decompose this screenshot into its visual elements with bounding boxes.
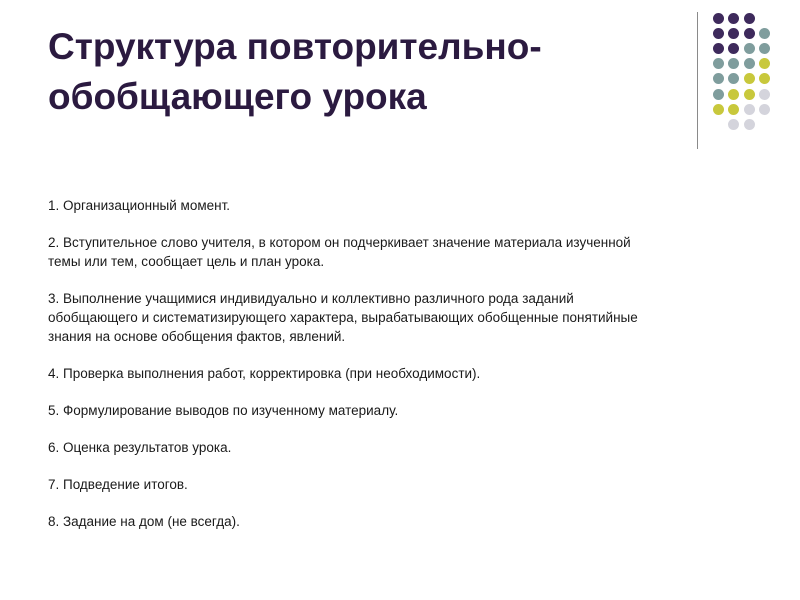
decorative-dot (744, 43, 755, 54)
list-item-7 (48, 475, 748, 494)
decorative-dot (744, 13, 755, 24)
decorative-dot (759, 28, 770, 39)
decorative-dot-grid (0, 0, 800, 160)
decorative-dot (728, 89, 739, 100)
decorative-dot (713, 58, 724, 69)
list-item-text: знания на основе обобщения фактов, явлений. (48, 329, 346, 344)
decorative-dot (744, 119, 755, 130)
list-item-text: обобщающего и систематизирующего характера, вырабатывающих обобщенные понятийные (48, 310, 638, 325)
decorative-dot (744, 104, 755, 115)
list-item-4 (48, 364, 748, 383)
decorative-dot (713, 13, 724, 24)
list-item-5 (48, 401, 748, 420)
list-item-8 (48, 512, 748, 531)
list-item-text: 1. Организационный момент. (48, 198, 231, 213)
decorative-dot (744, 58, 755, 69)
decorative-dot (728, 13, 739, 24)
lesson-structure-list (48, 196, 748, 549)
decorative-dot (728, 104, 739, 115)
decorative-dot (713, 28, 724, 39)
decorative-dot (744, 89, 755, 100)
decorative-dot (713, 104, 724, 115)
decorative-dot (759, 43, 770, 54)
decorative-dot (713, 43, 724, 54)
list-item-text: 4. Проверка выполнения работ, корректировка (при необходимости). (48, 366, 481, 381)
slide-title-line-1: Структура повторительно- (48, 26, 542, 67)
decorative-dot (728, 28, 739, 39)
decorative-dot (759, 104, 770, 115)
decorative-dot (713, 73, 724, 84)
decorative-dot (759, 73, 770, 84)
decorative-dot (713, 89, 724, 100)
list-item-text: 8. Задание на дом (не всегда). (48, 514, 240, 529)
list-item-6 (48, 438, 748, 457)
decorative-dot (759, 89, 770, 100)
list-item-1 (48, 196, 748, 215)
decorative-dot (744, 73, 755, 84)
decorative-dot (728, 119, 739, 130)
decorative-dot (744, 28, 755, 39)
list-item-text: 3. Выполнение учащимися индивидуально и коллективно различного рода заданий (48, 291, 574, 306)
list-item-text: 2. Вступительное слово учителя, в котором он подчеркивает значение материала изученной (48, 235, 631, 250)
decorative-dot (728, 43, 739, 54)
list-item-text: 5. Формулирование выводов по изученному материалу. (48, 403, 399, 418)
list-item-2 (48, 233, 748, 271)
list-item-text: темы или тем, сообщает цель и план урока. (48, 254, 325, 269)
list-item-text: 6. Оценка результатов урока. (48, 440, 232, 455)
decorative-dot (759, 58, 770, 69)
list-item-text: 7. Подведение итогов. (48, 477, 188, 492)
list-item-3 (48, 289, 748, 346)
decorative-dot (728, 58, 739, 69)
decorative-dot (728, 73, 739, 84)
slide-title-line-2: обобщающего урока (48, 76, 427, 117)
